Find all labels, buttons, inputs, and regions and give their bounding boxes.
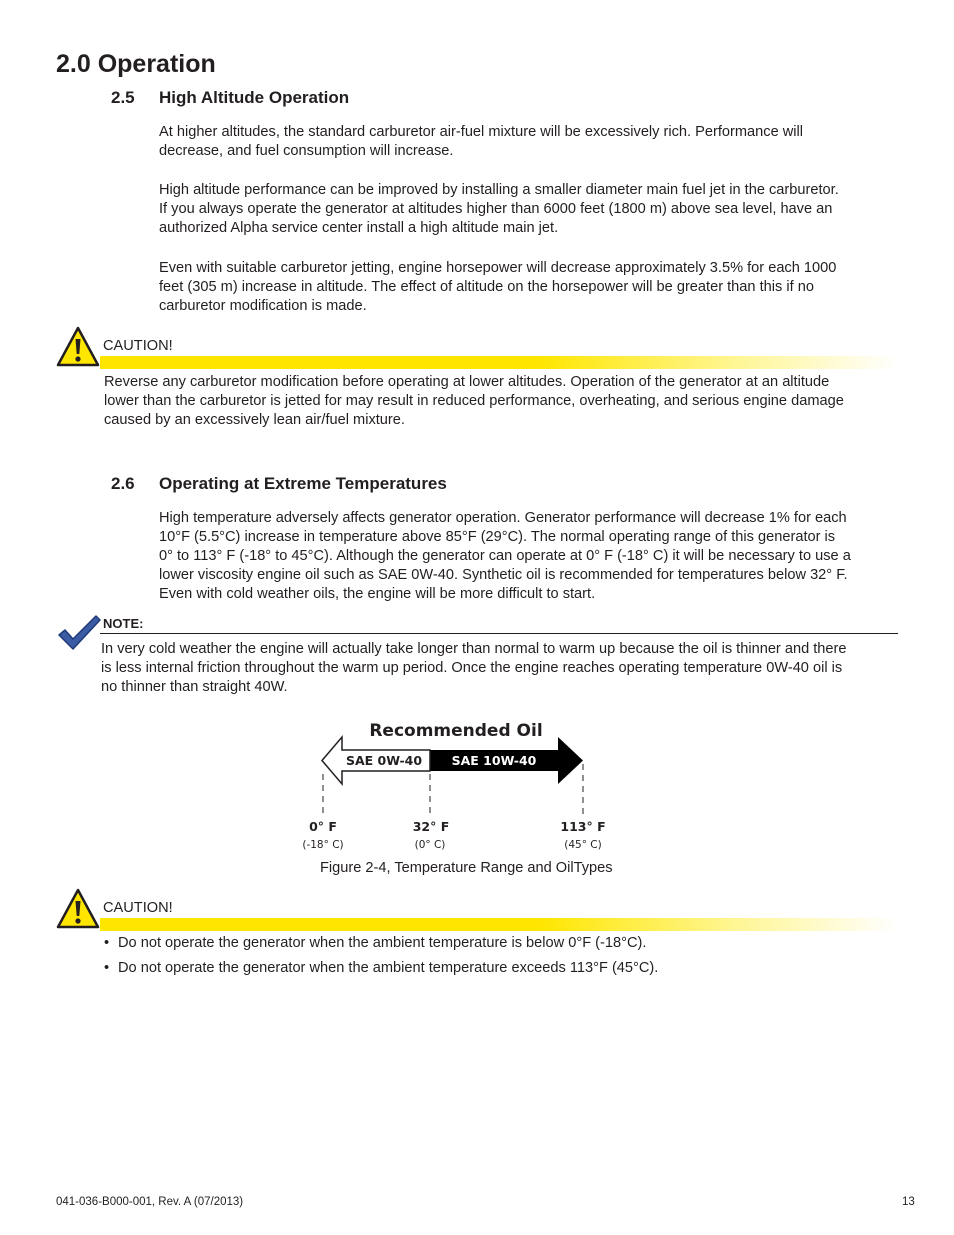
marker-label-c: (0° C) xyxy=(414,839,446,851)
bullet-dot: • xyxy=(104,935,110,951)
marker-label-f: 32° F xyxy=(412,819,450,834)
bullet-text: Do not operate the generator when the ambient temperature is below 0°F (-18°C). xyxy=(118,935,647,951)
marker-label-c: (-18° C) xyxy=(302,839,344,851)
text-line: Even with suitable carburetor jetting, engine horsepower will decrease approximately 3.5% for each 1000 xyxy=(159,260,837,276)
marker-label-f: 113° F xyxy=(560,819,606,834)
marker-label-f: 0° F xyxy=(309,819,337,834)
caution-bar xyxy=(100,918,898,931)
figure-title: Recommended Oil xyxy=(369,721,543,741)
text-line: feet (305 m) increase in altitude. The effect of altitude on the horsepower will be greater than this if no xyxy=(159,279,814,295)
note-text xyxy=(101,640,921,697)
oil-label-10w40: SAE 10W-40 xyxy=(451,753,537,768)
figure-caption: Figure 2-4, Temperature Range and OilTypes xyxy=(320,860,613,876)
bullet-text: Do not operate the generator when the ambient temperature exceeds 113°F (45°C). xyxy=(118,960,659,976)
text-line: decrease, and fuel consumption will increase. xyxy=(159,143,454,159)
text-line: Even with cold weather oils, the engine will be more difficult to start. xyxy=(159,586,596,602)
footer-page-number: 13 xyxy=(902,1196,915,1208)
caution-label: CAUTION! xyxy=(103,338,173,354)
list-item xyxy=(104,960,804,980)
text-line: authorized Alpha service center install a high altitude main jet. xyxy=(159,220,559,236)
text-line: At higher altitudes, the standard carburetor air-fuel mixture will be excessively rich. Performance will xyxy=(159,124,804,140)
text-line: 0° to 113° F (-18° to 45°C). Although the generator can operate at 0° F (-18° C) it will be necessary to use a xyxy=(159,548,851,564)
text-line: no thinner than straight 40W. xyxy=(101,679,288,695)
section-2-6-heading xyxy=(111,474,711,496)
warning-triangle-icon xyxy=(56,326,100,368)
page-title: 2.0 Operation xyxy=(56,50,216,78)
caution-bar xyxy=(100,356,898,369)
footer-doc-number: 041-036-B000-001, Rev. A (07/2013) xyxy=(56,1196,244,1208)
text-line: If you always operate the generator at altitudes higher than 6000 feet (1800 m) above sea level, have an xyxy=(159,201,833,217)
text-line: lower than the carburetor is jetted for may result in reduced performance, overheating, and serious engine damage xyxy=(104,393,844,409)
section-title: High Altitude Operation xyxy=(159,88,350,107)
text-line: High temperature adversely affects generator operation. Generator performance will decrease 1% for each xyxy=(159,510,847,526)
paragraph xyxy=(159,181,919,238)
section-number: 2.6 xyxy=(111,474,135,493)
warning-triangle-icon xyxy=(56,888,100,930)
caution-label: CAUTION! xyxy=(103,900,173,916)
section-2-5-heading xyxy=(111,88,711,110)
text-line: caused by an excessively lean air/fuel mixture. xyxy=(104,412,405,428)
text-line: carburetor modification is made. xyxy=(159,298,367,314)
text-line: lower viscosity engine oil such as SAE 0W-40. Synthetic oil is recommended for temperatures below 32° F. xyxy=(159,567,848,583)
text-line: In very cold weather the engine will actually take longer than normal to warm up because the oil is thinner and there xyxy=(101,641,847,657)
oil-label-0w40: SAE 0W-40 xyxy=(345,753,423,768)
text-line: High altitude performance can be improved by installing a smaller diameter main fuel jet in the carburetor. xyxy=(159,182,839,198)
section-title: Operating at Extreme Temperatures xyxy=(159,474,447,493)
paragraph xyxy=(159,509,929,604)
text-line: is less internal friction throughout the warm up period. Once the engine reaches operating temperature 0W-40 oil is xyxy=(101,660,843,676)
note-label: NOTE: xyxy=(103,616,144,631)
text-line: 10°F (5.5°C) increase in temperature above 85°F (29°C). The normal operating range of this generator is xyxy=(159,529,836,545)
bullet-dot: • xyxy=(104,960,110,976)
list-item xyxy=(104,935,804,955)
oil-temperature-figure xyxy=(290,712,630,857)
marker-label-c: (45° C) xyxy=(564,839,602,851)
paragraph xyxy=(159,259,919,316)
paragraph xyxy=(159,123,919,161)
caution-text xyxy=(104,373,924,430)
text-line: Reverse any carburetor modification before operating at lower altitudes. Operation of the generator at an altitude xyxy=(104,374,830,390)
note-rule xyxy=(100,633,898,634)
checkmark-icon xyxy=(56,612,102,654)
section-number: 2.5 xyxy=(111,88,135,107)
